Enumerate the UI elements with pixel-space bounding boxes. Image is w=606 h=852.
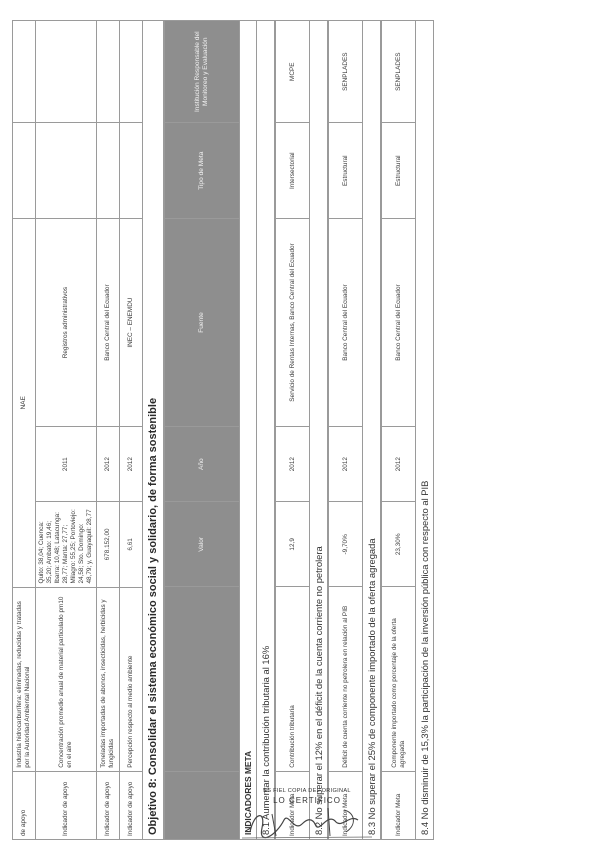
indicator-year: 2012 xyxy=(329,427,363,502)
table-row xyxy=(382,21,416,840)
meta-type xyxy=(120,123,143,219)
table-header-row xyxy=(165,21,240,840)
header-fuente: Fuente xyxy=(165,218,240,426)
meta-type xyxy=(36,123,97,219)
institution: SENPLADES xyxy=(382,21,416,123)
indicator-source: Banco Central del Ecuador xyxy=(382,218,416,426)
header-tipo-meta: Tipo de Meta xyxy=(165,123,240,219)
meta-type: Estructural xyxy=(382,123,416,219)
table-row xyxy=(97,21,120,840)
header-ano: Año xyxy=(165,427,240,502)
meta-row-table xyxy=(275,20,310,840)
indicator-value: 6,61 xyxy=(120,502,143,587)
indicator-year: 2012 xyxy=(276,427,310,502)
stamp-line-1: ES FIEL COPIA DEL ORIGINAL xyxy=(263,788,351,794)
table-row xyxy=(276,21,310,840)
apoyo-indicators-table xyxy=(12,20,143,840)
indicator-value: 12,9 xyxy=(276,502,310,587)
objective-title: Objetivo 8: Consolidar el sistema económico social y solidario, de forma sostenible xyxy=(143,20,164,840)
rotated-content xyxy=(12,20,582,840)
indicator-year: 2012 xyxy=(120,427,143,502)
indicator-name: Contribución tributaria xyxy=(276,587,310,771)
indicator-type: Indicador de apoyo xyxy=(97,771,120,839)
meta-indicators-table xyxy=(164,20,240,840)
indicator-name: Percepción respecto al medio ambiente xyxy=(120,587,143,771)
indicator-year: 2011 xyxy=(36,427,97,502)
meta-row-table xyxy=(381,20,416,840)
header-valor: Valor xyxy=(165,502,240,587)
meta-title: 8.2 No superar el 12% en el déficit de la cuenta corriente no petrolera xyxy=(310,20,328,840)
header-institucion: Institución Responsable del Monitoreo y Evaluación xyxy=(165,21,240,123)
table-row xyxy=(329,21,363,840)
institution: MCPE xyxy=(276,21,310,123)
meta-type: Estructural xyxy=(329,123,363,219)
table-row xyxy=(36,21,97,840)
indicator-source: Banco Central del Ecuador xyxy=(97,218,120,426)
table-row xyxy=(13,21,36,840)
indicadores-meta-label: INDICADORES META xyxy=(240,20,257,840)
certification-stamp xyxy=(232,788,382,840)
institution xyxy=(120,21,143,123)
indicator-type: Indicador de apoyo xyxy=(36,771,97,839)
indicator-name: Concentración promedio anual de material particulado pm10 en el aire xyxy=(36,587,97,771)
institution xyxy=(13,21,36,123)
indicator-type: Indicador de apoyo xyxy=(120,771,143,839)
signature-icon xyxy=(232,802,382,842)
meta-row-table xyxy=(328,20,363,840)
institution xyxy=(36,21,97,123)
nae-source: NAE xyxy=(13,218,36,587)
indicator-name: Industria hidrocarburífera: eliminadas, reducidas y tratadas por la Autoridad Ambiental Nacional xyxy=(13,587,36,771)
stamp-line-2: LO CERTIFICO xyxy=(273,796,341,805)
indicator-source: Registros administrativos xyxy=(36,218,97,426)
indicator-source: INEC – ENEMDU xyxy=(120,218,143,426)
indicator-type: Indicador Meta xyxy=(276,771,310,839)
indicator-source: Servicio de Rentas Internas, Banco Central del Ecuador xyxy=(276,218,310,426)
indicator-type: Indicador Meta xyxy=(382,771,416,839)
indicator-year: 2012 xyxy=(382,427,416,502)
indicator-value: -9,70% xyxy=(329,502,363,587)
institution xyxy=(97,21,120,123)
indicator-source: Banco Central del Ecuador xyxy=(329,218,363,426)
indicator-type: de apoyo xyxy=(13,771,36,839)
indicator-name: Componente importado como porcentaje de la oferta agregada xyxy=(382,587,416,771)
meta-type: Intersectorial xyxy=(276,123,310,219)
indicator-type: Indicador Meta xyxy=(329,771,363,839)
indicator-name: Déficit de cuenta corriente no petrolera en relación al PIB xyxy=(329,587,363,771)
meta-title: 8.4 No disminuir de 15,3% la participación de la inversión pública con respecto al PIB xyxy=(416,20,434,840)
meta-title: 8.3 No superar el 25% de componente importado de la oferta agregada xyxy=(363,20,381,840)
meta-type xyxy=(13,123,36,219)
indicator-value: Quito: 38,04; Cuenca: 35,20; Ambato: 19,46; Ibarra: 10,48; Latacunga: 28,77; Manta: 27,77; Milagro: 55,25; Portoviejo: 24,58; Sto. Domingo: 48,79; y, Guayaquil: 28,77 xyxy=(36,502,97,587)
indicator-value: 678.152,00 xyxy=(97,502,120,587)
indicator-name: Toneladas importadas de abonos, insecticidas, herbicidas y fungicidas xyxy=(97,587,120,771)
header-blank xyxy=(165,771,240,839)
meta-title: 8.1 Aumentar la contribución tributaria al 16% xyxy=(257,20,275,840)
header-blank xyxy=(165,587,240,771)
indicator-value: 23,30% xyxy=(382,502,416,587)
indicator-year: 2012 xyxy=(97,427,120,502)
meta-type xyxy=(97,123,120,219)
institution: SENPLADES xyxy=(329,21,363,123)
table-row xyxy=(120,21,143,840)
